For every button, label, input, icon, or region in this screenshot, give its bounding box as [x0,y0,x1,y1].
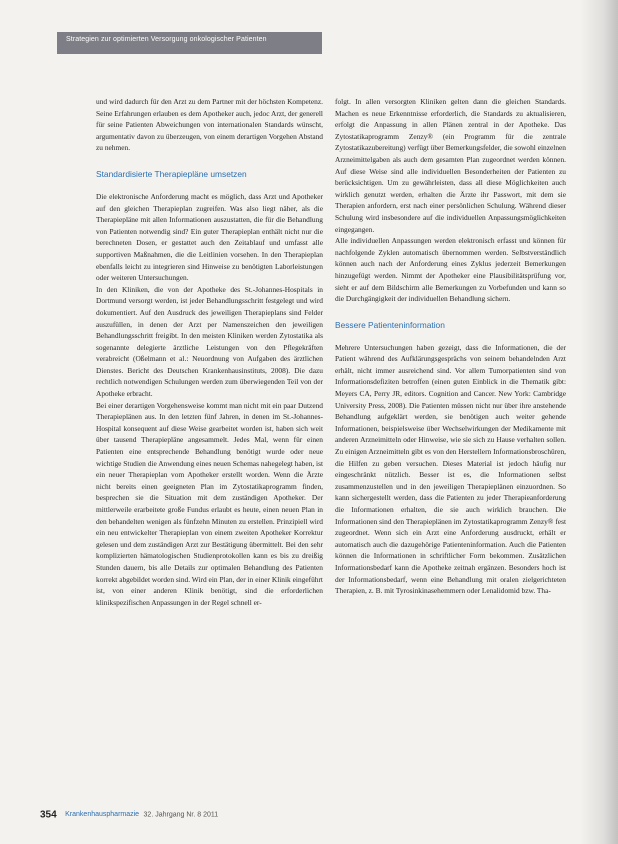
paragraph: Alle individuellen Anpassungen werden elektronisch erfasst und können für nachfolgende Zyklen automatisch übernommen werden. Selbstverständlich können auch nach der Anforderung eines Zyklus jederzeit Bemerkungen hinzugefügt werden. Nimmt der Apotheker eine Plausibilitätsprüfung vor, sieht er auf dem Bildschirm alle Bemerkungen zu Vorbefunden und kann so die Durchgängigkeit der individuellen Behandlung sichern. [335,236,566,304]
page-edge-shadow [580,0,618,844]
section-heading: Bessere Patienteninformation [335,319,445,330]
paragraph: Die elektronische Anforderung macht es möglich, dass Arzt und Apotheker auf den gleichen Therapieplan zugreifen. Was also liegt näher, als die Therapiepläne mit allen Informationen auszustatten, die für die Behandlung von Patienten notwendig sind? Ein guter Therapieplan enthält nicht nur die berechneten Dosen, er gestattet auch den Zeitablauf und umfasst alle supportiven Maßnahmen, die die Leitlinien vorsehen. In den Therapieplan ebenfalls leicht zu integrieren sind Hinweise zu benötigten Laborleistungen oder weiteren Untersuchungen. [96,191,323,283]
paragraph: und wird dadurch für den Arzt zu dem Partner mit der höchsten Kompetenz. Seine Erfahrungen erlauben es dem Apotheker auch, jedoc Arzt, der generell für seine Patienten Abweichungen von internationalen Standards wünscht, argumentativ davon zu überzeugen, von einem derartigen Vorgehen Abstand zu nehmen. [96,97,323,153]
paragraph: Bei einer derartigen Vorgehensweise kommt man nicht mit ein paar Dutzend Therapieplänen aus. In den letzten fünf Jahren, in denen im St.-Johannes-Hospital konsequent auf diese Weise gearbeitet worden ist, haben sich weit über tausend Therapiepläne angesammelt. Jedes Mal, wenn für einen Patienten eine entsprechende Behandlung benötigt wurde oder neue wichtige Studien die Anwendung eines neuen Schemas nahegelegt haben, ist ein neuer Therapieplan vom Apotheker erstellt worden. Wenn die Ärzte nicht bereits einen geeigneten Plan im Zytostatikaprogramm finden, besprechen sie die Situation mit dem zuständigen Apotheker. Der mittlerweile erarbeitete große Fundus erlaubt es heute, einen neuen Plan in den behandelten wenigen als fünfzehn Minuten zu erstellen. Prinzipiell wird ein neu entwickelter Therapieplan von einem zweiten Apotheker Korrektur gelesen und dem zuständigen Arzt zur Bestätigung übermittelt. Bei den sehr komplizierten hämatologischen Studienprotokollen kann es bis zu dreißig Stunden dauern, bis alle Details zur optimalen Behandlung des Patienten korrekt abgebildet worden sind. Wird ein Plan, der in einer Klinik eingeführt ist, von einer anderen Klinik benötigt, sind die erforderlichen klinikspezifischen Anpassungen in der Regel schnell er- [96,400,323,607]
paragraph: Mehrere Untersuchungen haben gezeigt, dass die Informationen, die der Patient während des Aufklärungsgesprächs von seinem behandelnden Arzt erhält, nicht immer ausreichend sind. Vor allem Tumorpatienten sind von Informationsdefiziten betroffen (einen guten Einblick in die Thematik gibt: Meyers CA, Perry JR, editors. Cognition and Cancer. New York: Cambridge University Press, 2008). Die Patienten müssen nicht nur über ihre anstehende Behandlung aufgeklärt werden, sie benötigen auch weiter gehende Informationen, beispielsweise über Wechselwirkungen der Medikamente mit anderen Arzneimitteln oder Hinweise, wie sie sich zu Hause verhalten sollen. Zu einigen Arzneimitteln gibt es von den Herstellern Informationsbroschüren, die Hilfen zu geben versuchen. Dieses Material ist jedoch häufig nur eingeschränkt nützlich. Besser ist es, die Informationen selbst zusammenzustellen und in den jeweiligen Therapieplänen einzuordnen. So kann sichergestellt werden, dass die Patienten zu jeder Therapieanforderung die Informationen erhalten, die sie auch wirklich brauchen. Die Informationen sind den Therapieplänen im Zytostatikaprogramm Zenzy® fest zugeordnet. Wenn sich ein Arzt eine Anforderung ausdruckt, erhält er automatisch auch die dazugehörige Patienteninformation. Auch die Patienten können die Informationen in schriftlicher Form bekommen. Zusätzlichen Informationsbedarf kann die Apotheke zeitnah ergänzen. Besonders hoch ist der Informationsbedarf, wenn eine Behandlung mit oralen zielgerichteten Therapien, z. B. mit Tyrosinkinasehemmern oder Lenalidomid bzw. Tha- [335,342,566,596]
left-column [96,96,323,608]
journal-name: Krankenhauspharmazie [65,811,140,819]
section-heading: Standardisierte Therapiepläne umsetzen [96,168,247,179]
right-column [335,96,566,597]
paragraph: In den Kliniken, die von der Apotheke des St.-Johannes-Hospitals in Dortmund versorgt werden, ist jeder Behandlungsschritt festgelegt und wird dokumentiert. Auf den Ausdruck des jeweiligen Therapieplans sind Felder auszufüllen, in denen der Arzt per Namenszeichen den jeweiligen Behandlungsschritt freigibt. In den meisten Kliniken werden Zytostatika als sogenannte delegierte ärztliche Leistungen von den Pflegekräften verabreicht (Oßelmann et al.: Neuordnung von Aufgaben des ärztlichen Dienstes. Bericht des Deutschen Krankenhausinstituts, 2008). Die dazu rechtlich notwendigen Schulungen werden zum überwiegenden Teil von der Apotheke erbracht. [96,284,323,399]
page-number: 354 [40,809,57,821]
issue-info: 32. Jahrgang Nr. 8 2011 [143,811,219,819]
page-footer [40,806,218,824]
paragraph: folgt. In allen versorgten Kliniken gelten dann die gleichen Standards. Machen es neue Erkenntnisse erforderlich, die Standards zu aktualisieren, erfolgt die Anpassung in allen Plänen zentral in der Apotheke. Das Zytostatikaprogramm Zenzy® (ein Programm für die zentrale Zytostatikazubereitung) verfügt über Bemerkungsfelder, die sowohl einzelnen Arzneimittelgaben als auch dem gesamten Plan zugeordnet werden können. Auf diese Weise sind alle individuellen Besonderheiten der Patienten zu berücksichtigen. Um zu gewährleisten, dass all diese Möglichkeiten auch wirklich genutzt werden, erhalten die Ärzte ihr Passwort, mit dem sie Therapien anfordern, erst nach einer persönlichen Schulung. Während dieser Schulung wird insbesondere auf die individuellen Anpassungsmöglichkeiten eingegangen. [335,97,566,234]
running-header: Strategien zur optimierten Versorgung onkologischer Patienten [66,36,267,43]
